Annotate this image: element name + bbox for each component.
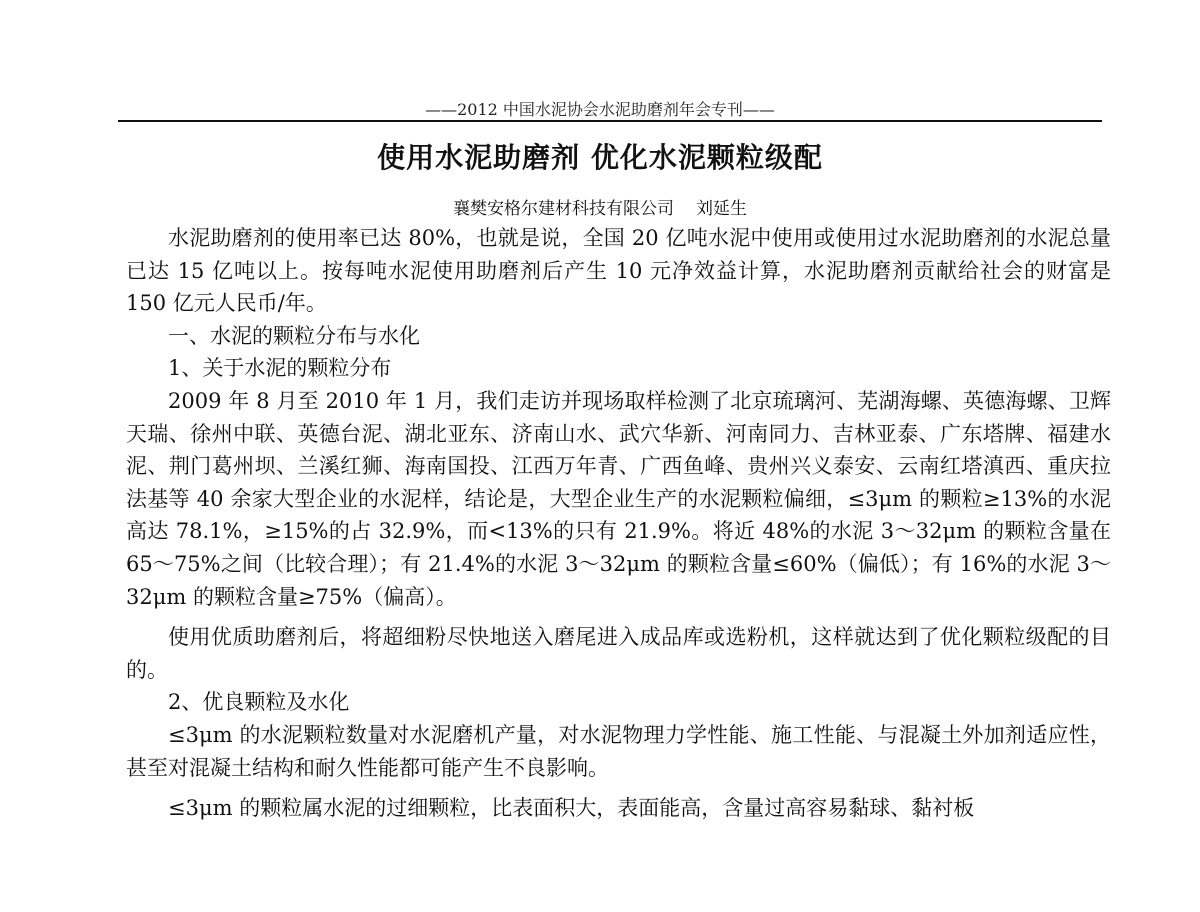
running-header: ——2012 中国水泥协会水泥助磨剂年会专刊—— [425,100,775,119]
paragraph-fine-particles: ≤3μm 的水泥颗粒数量对水泥磨机产量，对水泥物理力学性能、施工性能、与混凝土外加剂适应性，甚至对混凝土结构和耐久性能都可能产生不良影响。 [126,722,1111,780]
paragraph-grinding-aid: 使用优质助磨剂后，将超细粉尽快地送入磨尾进入成品库或选粉机，这样就达到了优化颗粒级配的目的。 [126,625,1111,682]
author-name: 刘延生 [696,199,747,219]
paragraph-fine-particles-2: ≤3μm 的颗粒属水泥的过细颗粒，比表面积大，表面能高，含量过高容易黏球、黏衬板 [168,796,975,821]
header-rule [118,120,1102,122]
byline [0,194,1200,219]
article-body [126,222,1111,825]
affiliation: 襄樊安格尔建材科技有限公司 [453,199,674,219]
paragraph-intro: 水泥助磨剂的使用率已达 80%，也就是说，全国 20 亿吨水泥中使用或使用过水泥助磨剂的水泥总量已达 15 亿吨以上。按每吨水泥使用助磨剂后产生 10 元净效益计算，水泥助磨剂贡献给社会的财富是 150 亿元人民币/年。 [126,226,1111,316]
section-heading-1: 一、水泥的颗粒分布与水化 [168,323,420,348]
subsection-heading-1: 1、关于水泥的颗粒分布 [168,356,392,381]
subsection-heading-2: 2、优良颗粒及水化 [168,690,350,715]
paragraph-survey: 2009 年 8 月至 2010 年 1 月，我们走访并现场取样检测了北京琉璃河、芜湖海螺、英德海螺、卫辉天瑞、徐州中联、英德台泥、湖北亚东、济南山水、武穴华新、河南同力、吉林亚泰、广东塔牌、福建水泥、荆门葛州坝、兰溪红狮、海南国投、江西万年青、广西鱼峰、贵州兴义泰安、云南红塔滇西、重庆拉法基等 40 余家大型企业的水泥样，结论是，大型企业生产的水泥颗粒偏细，≤3μm 的颗粒≥13%的水泥高达 78.1%，≥15%的占 32.9%，而<13%的只有 21.9%。将近 48%的水泥 3～32μm 的颗粒含量在 65～75%之间（比较合理）；有 21.4%的水泥 3～32μm 的颗粒含量≤60%（偏低）；有 16%的水泥 3～32μm 的颗粒含量≥75%（偏高）。 [126,388,1111,609]
article-title: 使用水泥助磨剂 优化水泥颗粒级配 [377,141,823,174]
